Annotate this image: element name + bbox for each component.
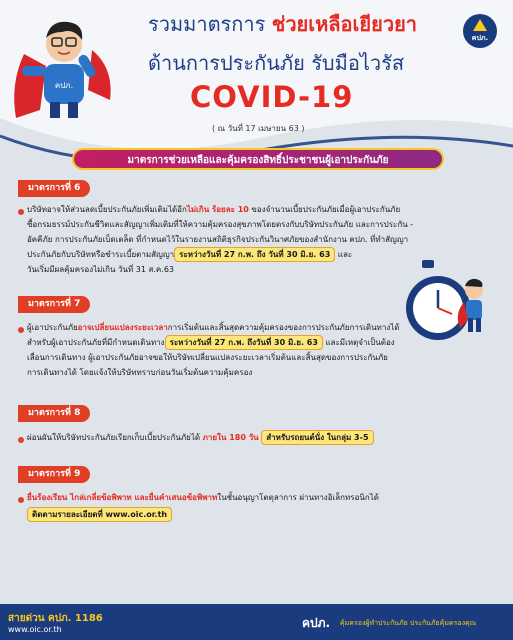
- line-text: ของจำนวนเบี้ยประกันภัยเมื่อผู้เอาประกันภัย: [248, 205, 401, 214]
- measure-8-text: [27, 430, 374, 445]
- title-prefix: รวมมาตรการ: [148, 12, 272, 36]
- measure-6-line-4: [27, 247, 413, 262]
- line-text: สำหรับผู้เอาประกันภัยที่มีกำหนดเดินทาง: [27, 338, 165, 347]
- measure-7-line-4: การเดินทางได้ โดยแจ้งให้บริษัททราบก่อนวันเริ่มต้นความคุ้มครอง: [27, 368, 253, 377]
- covid-title: COVID-19: [190, 80, 354, 114]
- footer-slogan: คุ้มครองผู้ทำประกันภัย ประกันภัยคุ้มครองคุณ: [340, 619, 477, 627]
- website-pill[interactable]: ติดตามรายละเอียดที่ www.oic.or.th: [27, 507, 172, 522]
- main-banner: [72, 148, 444, 170]
- measure-9-line-1: [27, 490, 379, 505]
- hotline[interactable]: สายด่วน คปภ. 1186: [8, 613, 103, 624]
- measure-8-bullet: [18, 437, 24, 443]
- line-text: การเริ่มต้นและสิ้นสุดความคุ้มครองของการประกันภัยการเดินทางได้: [167, 323, 400, 332]
- measure-7-line-3: เลื่อนการเดินทาง ผู้เอาประกันภัยอาจขอให้บริษัทเปลี่ยนแปลงระยะเวลาเริ่มต้นและสิ้นสุดของการประกันภัย: [27, 353, 388, 362]
- measure-6-text: [27, 202, 413, 277]
- line-emphasis: ยื่นร้องเรียน ไกล่เกลี่ยข้อพิพาท และยื่นคำเสนอข้อพิพาท: [27, 493, 218, 502]
- line-text: ในชั้นอนุญาโตตุลาการ ผ่านทางอิเล็กทรอนิกได้: [217, 493, 379, 502]
- measure-9-line-2: [27, 507, 379, 522]
- line-emphasis: ภายใน 180 วัน: [202, 433, 259, 442]
- measure-9-tag: มาตรการที่ 9: [18, 466, 90, 483]
- measure-7-bullet: [18, 327, 24, 333]
- header-title-line-2: ด้านการประกันภัย รับมือไวรัส: [148, 51, 405, 75]
- measure-8-line-1: [27, 430, 374, 445]
- measure-7-line-1: [27, 320, 399, 335]
- measure-8-tag: มาตรการที่ 8: [18, 405, 90, 422]
- line-text: ผู้เอาประกันภัย: [27, 323, 78, 332]
- measure-7-line-2: [27, 335, 399, 350]
- line-emphasis: ไม่เกิน ร้อยละ 10: [186, 205, 249, 214]
- oic-logo-text: คปภ.: [471, 34, 489, 42]
- date-range-pill: ระหว่างวันที่ 27 ก.พ. ถึงวันที่ 30 มิ.ย. 63: [165, 335, 323, 350]
- measure-6-line-1: [27, 202, 413, 217]
- measure-6-tag: มาตรการที่ 6: [18, 180, 90, 197]
- main-banner-label: มาตรการช่วยเหลือและคุ้มครองสิทธิ์ประชาชนผู้เอาประกันภัย: [127, 155, 389, 166]
- line-text: และ: [335, 250, 353, 259]
- vehicle-group-pill: สำหรับรถยนต์นั่ง ในกลุ่ม 3-5: [261, 430, 373, 445]
- measure-6-line-3: อัคคีภัย การประกันภัยเบ็ดเตล็ด ที่กำหนดไว้ในรายงานสถิติธุรกิจประกันวินาศภัยของสำนักงาน คปภ. ที่ทำสัญญา: [27, 235, 409, 244]
- oic-logo: [463, 14, 497, 48]
- line-text: และมีเหตุจำเป็นต้อง: [322, 338, 395, 347]
- superhero-illustration: [6, 14, 118, 124]
- line-text: ผ่อนผันให้บริษัทประกันภัยเรียกเก็บเบี้ยประกันภัยได้: [27, 433, 203, 442]
- measure-9-bullet: [18, 497, 24, 503]
- stopwatch-illustration: [402, 256, 502, 348]
- line-text: ประกันภัยกับบริษัทหรือชำระเบี้ยตามสัญญา: [27, 250, 175, 259]
- hero-shirt-label: คปภ.: [54, 81, 74, 90]
- footer-brand: คปภ.: [302, 616, 331, 630]
- measure-7-text: [27, 320, 399, 380]
- header-title-line-1: [148, 8, 417, 40]
- line-emphasis: อาจเปลี่ยนแปลงระยะเวลา: [77, 323, 168, 332]
- measure-6-line-5: วันเริ่มมีผลคุ้มครองไม่เกิน วันที่ 31 ส.ค.63: [27, 265, 174, 274]
- measure-6-line-2: ซื้อกรมธรรม์ประกันชีวิตและสัญญาเพิ่มเติมที่ให้ความคุ้มครองสุขภาพโดยตรงกับบริษัทประกันภัย และการประกัน -: [27, 220, 414, 229]
- title-highlight: ช่วยเหลือเยียวยา: [271, 12, 418, 36]
- header: [0, 0, 513, 150]
- measure-6-bullet: [18, 209, 24, 215]
- footer: [0, 604, 513, 640]
- measure-9-text: [27, 490, 379, 522]
- line-text: บริษัทอาจให้ส่วนลดเบี้ยประกันภัยเพิ่มเติมได้อีก: [27, 205, 187, 214]
- footer-website-link[interactable]: www.oic.or.th: [8, 625, 62, 634]
- date-note: ( ณ วันที่ 17 เมษายน 63 ): [212, 124, 305, 133]
- date-range-pill: ระหว่างวันที่ 27 ก.พ. ถึง วันที่ 30 มิ.ย. 63: [174, 247, 335, 262]
- measure-7-tag: มาตรการที่ 7: [18, 296, 90, 313]
- oic-logo-icon: [473, 19, 487, 31]
